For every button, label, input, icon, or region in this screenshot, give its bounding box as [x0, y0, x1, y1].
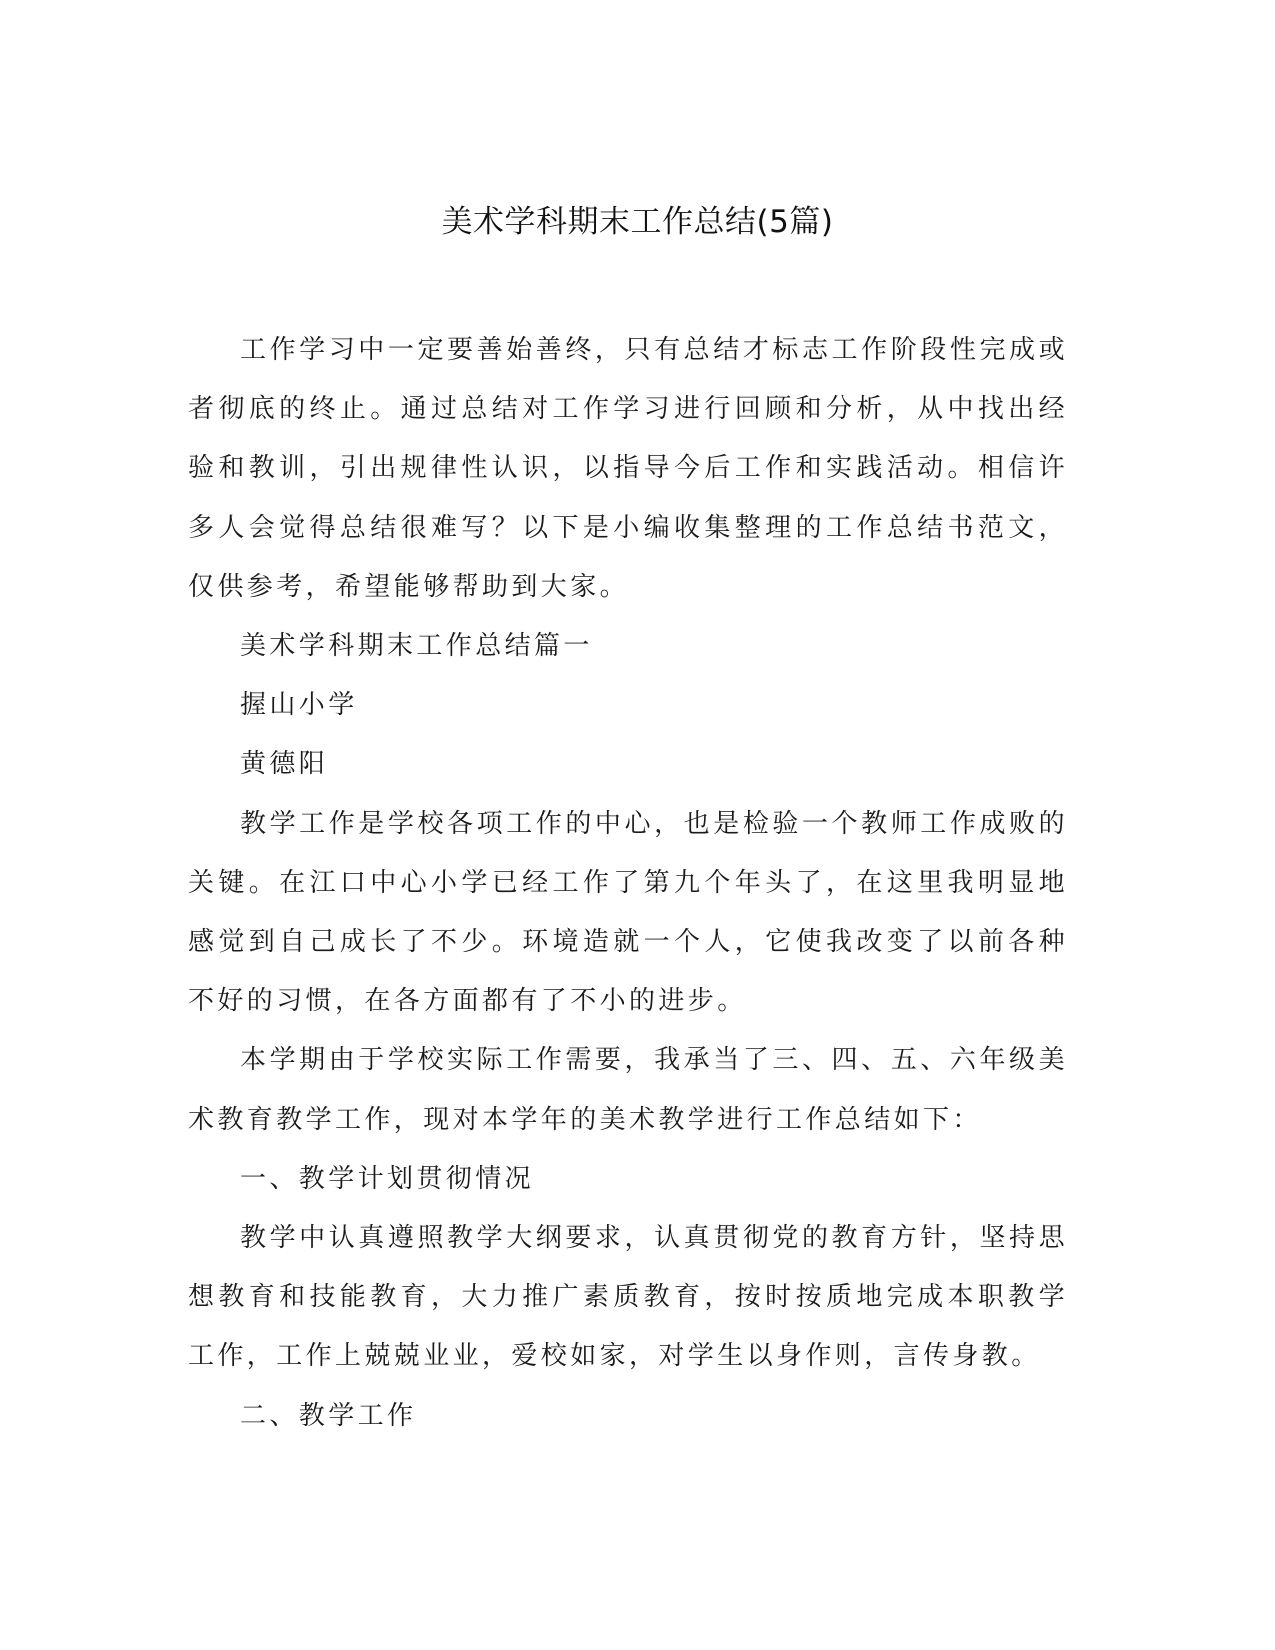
section-heading: 美术学科期末工作总结篇一	[240, 631, 593, 662]
school-name: 握山小学	[240, 690, 358, 721]
subsection-heading: 一、教学计划贯彻情况	[240, 1163, 535, 1194]
subsection-heading: 二、教学工作	[240, 1400, 417, 1431]
body-paragraph: 教学中认真遵照教学大纲要求，认真贯彻党的教育方针，坚持思想教育和技能教育，大力推广素质教育，按时按质地完成本职教学工作，工作上兢兢业业，爱校如家，对学生以身作则，言传身教。	[188, 1223, 1068, 1372]
document-body	[188, 321, 1068, 1446]
body-paragraph: 本学期由于学校实际工作需要，我承当了三、四、五、六年级美术教育教学工作，现对本学年的美术教学进行工作总结如下：	[188, 1045, 1068, 1135]
body-paragraph: 教学工作是学校各项工作的中心，也是检验一个教师工作成败的关键。在江口中心小学已经工作了第九个年头了，在这里我明显地感觉到自己成长了不少。环境造就一个人，它使我改变了以前各种不好的习惯，在各方面都有了不小的进步。	[188, 808, 1068, 1017]
intro-paragraph: 工作学习中一定要善始善终，只有总结才标志工作阶段性完成或者彻底的终止。通过总结对工作学习进行回顾和分析，从中找出经验和教训，引出规律性认识，以指导今后工作和实践活动。相信许多人会觉得总结很难写？以下是小编收集整理的工作总结书范文，仅供参考，希望能够帮助到大家。	[188, 335, 1068, 602]
document-title: 美术学科期末工作总结(5篇)	[441, 204, 834, 240]
author-name: 黄德阳	[240, 749, 329, 780]
